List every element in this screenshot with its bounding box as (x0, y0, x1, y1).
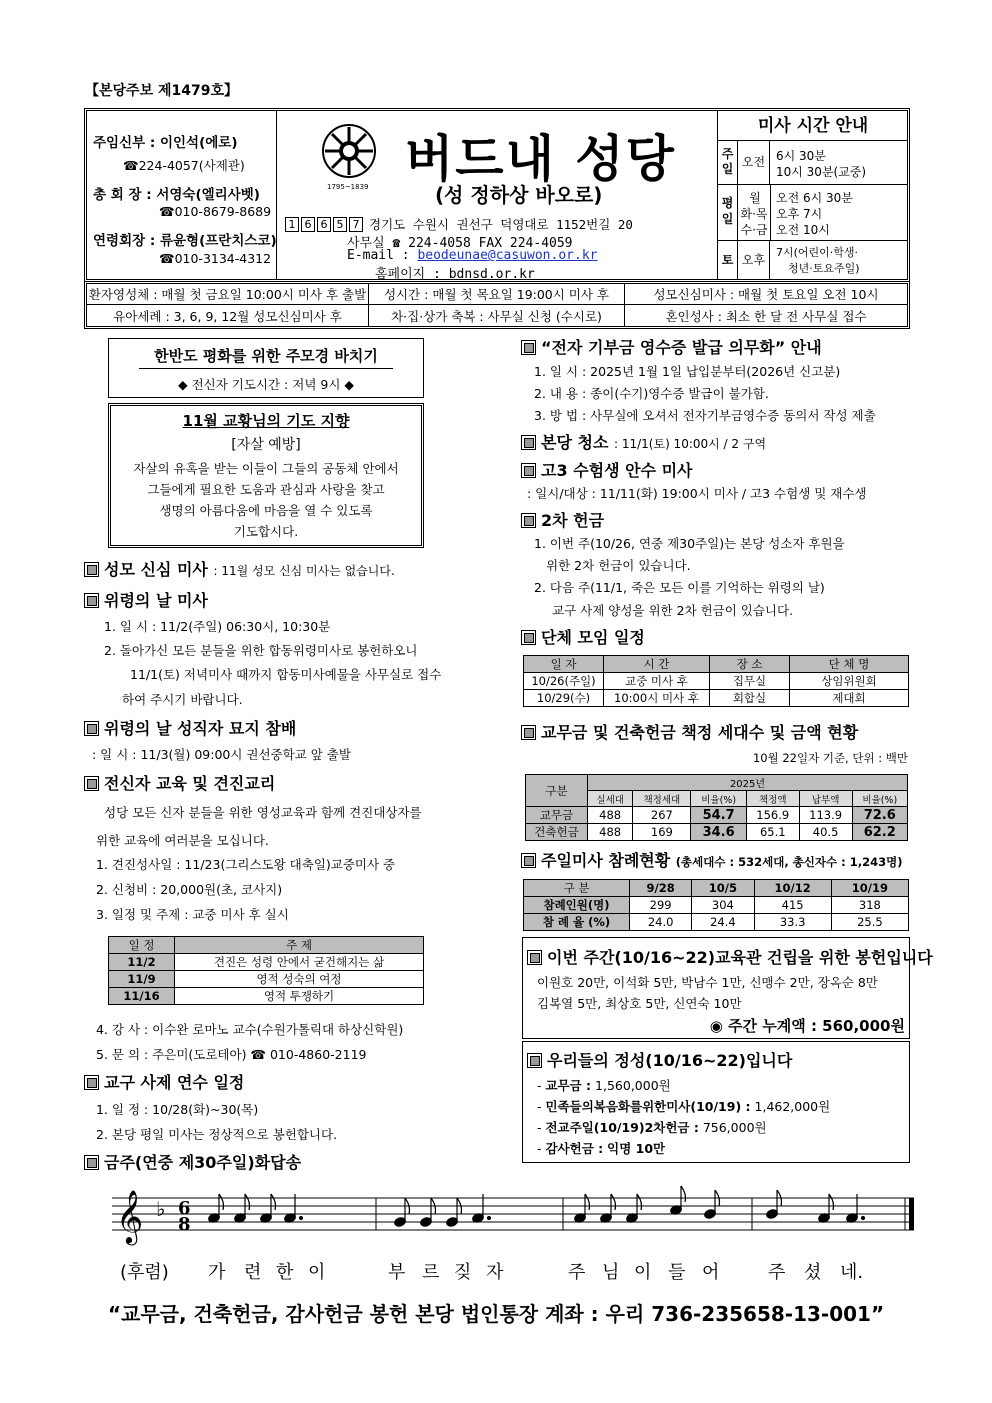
checkbox-icon (84, 1155, 99, 1170)
edu-after-1: 4. 강 사 : 이수완 로마노 교수(수원가톨릭대 하상신학원) (96, 1022, 404, 1037)
lyric: 님 (602, 1262, 620, 1283)
checkbox-icon (527, 950, 542, 965)
peace-title: 한반도 평화를 위한 주모경 바치기 (154, 347, 378, 365)
weekday-time-2: 오후 7시 (776, 207, 823, 221)
flat-icon: ♭ (156, 1197, 166, 1221)
sunday-period: 오전 (738, 141, 770, 184)
attend-cell: 24.0 (630, 914, 692, 931)
lyric: 이 (634, 1262, 652, 1283)
priest-title: 교구 사제 연수 일정 (104, 1073, 245, 1092)
cemetery-title: 위령의 날 성직자 묘지 참배 (104, 719, 297, 738)
groups-cell: 10/26(주일) (524, 673, 604, 690)
president-role: 총 회 장 : (93, 187, 152, 203)
edu-title: 전신자 교육 및 견진교리 (104, 774, 276, 793)
tithe-th: 비율(%) (691, 791, 746, 807)
offer-item-label: 민족들의복음화를위한미사(10/19) : (545, 1099, 751, 1114)
pope-title: 11월 교황님의 기도 지향 (182, 412, 350, 430)
offer-item: - 전교주일(10/19)2차헌금 : 756,000원 (537, 1120, 767, 1135)
attend-title: 주일미사 참례현황 (541, 851, 671, 870)
tithe-cell: 교무금 (526, 807, 588, 824)
edu-cell: 견진은 성령 안에서 굳건해지는 삶 (175, 954, 424, 971)
pope-intention-box (108, 403, 424, 548)
offer-item-value: 1,560,000원 (595, 1078, 671, 1093)
checkbox-icon (521, 463, 536, 478)
table-row (109, 988, 424, 1005)
note-flag (585, 1194, 590, 1210)
pope-line-4: 기도합시다. (233, 524, 299, 539)
tithe-cell: 65.1 (746, 824, 799, 841)
pope-theme: [자살 예방] (231, 437, 301, 453)
table-row (526, 807, 908, 824)
table-row (524, 897, 909, 914)
weekday-time-3: 오전 10시 (776, 223, 830, 237)
attend-th: 9/28 (630, 880, 692, 897)
building-title: 이번 주간(10/16~22)교육관 건립을 위한 봉헌입니다 (547, 948, 933, 967)
tithe-cell: 62.2 (852, 824, 907, 841)
issue-number: 【본당주보 제1479호】 (85, 83, 238, 99)
president-phone: ☎010-8679-8689 (159, 204, 272, 219)
mass-times-panel (717, 111, 907, 279)
groups-th: 일 자 (524, 656, 604, 673)
exam-section (521, 458, 693, 481)
tithe-th: 책정세대 (633, 791, 691, 807)
email-label: E-mail : (347, 248, 410, 263)
edu-th-topic: 주 제 (175, 937, 424, 954)
edu-line-4: 2. 신청비 : 20,000원(초, 코사지) (96, 882, 283, 897)
info-marriage: 혼인성사 : 최소 한 달 전 사무실 접수 (665, 308, 867, 324)
second-line-1: 1. 이번 주(10/26, 연중 제30주일)는 본당 성소자 후원을 (534, 536, 845, 551)
checkbox-icon (521, 340, 536, 355)
souls-line-4: 하여 주시기 바랍니다. (122, 692, 243, 707)
peace-sub: ◆ 전신자 기도시간 : 저녁 9시 ◆ (178, 377, 354, 392)
pope-line-2: 그들에게 필요한 도움과 관심과 사랑을 찾고 (147, 482, 385, 497)
table-row (109, 954, 424, 971)
parish-logo (317, 121, 381, 185)
logo-years: 1795~1839 (327, 183, 369, 191)
note-dot (487, 1216, 490, 1219)
attendance-section (521, 848, 902, 871)
lyric: 이 (308, 1262, 326, 1283)
checkbox-icon (84, 776, 99, 791)
staff-panel (87, 111, 277, 279)
pope-line-3: 생명의 아름다움에 마음을 열 수 있도록 (159, 503, 373, 518)
cleaning-title: 본당 청소 (541, 433, 609, 452)
psalm-section (84, 1150, 301, 1173)
lyric: 셨 (804, 1262, 822, 1283)
info-infant-baptism: 유아세례 : 3, 6, 9, 12월 성모신심미사 후 (87, 305, 369, 326)
lyric: 가 (208, 1262, 226, 1283)
edu-schedule-table (108, 936, 424, 1005)
attend-th: 10/5 (692, 880, 754, 897)
souls-line-2: 2. 돌아가신 모든 분들을 위한 합동위령미사로 봉헌하오니 (104, 643, 418, 658)
pastor-phone: ☎224-4057(사제관) (123, 158, 245, 173)
groups-section (521, 625, 645, 648)
offer-item: - 감사헌금 : 익명 10만 (537, 1141, 666, 1156)
tithe-title: 교무금 및 건축헌금 책정 세대수 및 금액 현황 (541, 723, 859, 742)
table-row (526, 824, 908, 841)
attend-sub: (총세대수 : 532세대, 총신자수 : 1,243명) (675, 855, 903, 869)
attend-cell: 318 (831, 897, 908, 914)
sunday-label: 주일 (718, 141, 738, 184)
time-signature-bottom: 8 (178, 1214, 191, 1235)
offer-item-value: 1,462,000원 (754, 1099, 831, 1114)
tithe-section (521, 720, 858, 743)
donation-section (521, 335, 822, 358)
tithe-cell: 267 (633, 807, 691, 824)
building-total: ◉ 주간 누계액 : 560,000원 (709, 1017, 905, 1035)
edu-cell: 11/16 (109, 988, 175, 1005)
email-link[interactable]: beodeunae@casuwon.or.kr (417, 248, 598, 263)
groups-cell: 회합실 (710, 690, 790, 707)
tithe-cell: 113.9 (799, 807, 852, 824)
table-row (524, 914, 909, 931)
edu-cell: 11/2 (109, 954, 175, 971)
souls-line-1: 1. 일 시 : 11/2(주일) 06:30시, 10:30분 (104, 619, 331, 634)
note-flag (271, 1194, 276, 1210)
second-line-2: 위한 2차 헌금이 있습니다. (546, 558, 691, 573)
offer-item: - 민족들의복음화를위한미사(10/19) : 1,462,000원 (537, 1099, 831, 1114)
saturday-label: 토 (718, 241, 738, 279)
second-line-3: 2. 다음 주(11/1, 죽은 모든 이를 기억하는 위령의 날) (534, 580, 825, 595)
lyric: 주 (568, 1262, 586, 1283)
cemetery-section (84, 716, 296, 739)
postcode-digit: 7 (349, 217, 363, 232)
attend-cell: 참례인원(명) (524, 897, 630, 914)
exam-text: : 일시/대상 : 11/11(화) 19:00시 미사 / 고3 수험생 및 재수생 (527, 486, 867, 501)
souls-title: 위령의 날 미사 (104, 591, 208, 610)
checkbox-icon (521, 435, 536, 450)
tithe-cell: 156.9 (746, 807, 799, 824)
offer-header (527, 1048, 792, 1071)
music-staff (112, 1180, 918, 1250)
parish-name: 버드내 성당 (405, 130, 676, 188)
priest-line-1: 1. 일 정 : 10/28(화)~30(목) (96, 1102, 259, 1117)
note-dot (861, 1216, 864, 1219)
groups-th: 단 체 명 (790, 656, 909, 673)
tithe-th: 실세대 (588, 791, 633, 807)
second-collection-section (521, 508, 604, 531)
lyric: 어 (702, 1262, 720, 1283)
offer-item: - 교무금 : 1,560,000원 (537, 1078, 671, 1093)
funeral-role: 연령회장 : (93, 233, 156, 249)
marian-text: : 11월 성모 신심 미사는 없습니다. (213, 564, 395, 578)
groups-th: 시 간 (604, 656, 710, 673)
lyric: 짖 (454, 1262, 472, 1283)
attend-cell: 24.4 (692, 914, 754, 931)
attend-th: 구 분 (524, 880, 630, 897)
weekday-label: 평일 (718, 185, 738, 240)
attend-th: 10/12 (754, 880, 831, 897)
checkbox-icon (84, 1075, 99, 1090)
edu-line-3: 1. 견진성사일 : 11/23(그리스도왕 대축일)교중미사 중 (96, 857, 396, 872)
edu-cell: 영적 성숙의 여정 (175, 971, 424, 988)
note-flag (829, 1194, 834, 1210)
checkbox-icon (527, 1053, 542, 1068)
attend-cell: 33.3 (754, 914, 831, 931)
groups-cell: 제대회 (790, 690, 909, 707)
sunday-time-1: 6시 30분 (776, 149, 826, 163)
time-signature-top: 6 (178, 1198, 191, 1219)
office-phone: 사무실 ☎ 224-4058 FAX 224-4059 (347, 236, 573, 251)
second-line-4: 교구 사제 양성을 위한 2차 헌금이 있습니다. (552, 603, 794, 618)
building-fund-box (522, 937, 933, 1039)
lyric: 르 (422, 1262, 440, 1283)
postcode-digit: 5 (333, 217, 347, 232)
weekday-day-3: 수·금 (740, 223, 768, 237)
header-box (84, 108, 910, 282)
offer-item-label: 감사헌금 : (545, 1141, 604, 1156)
tithe-cell: 34.6 (691, 824, 746, 841)
attend-cell: 299 (630, 897, 692, 914)
sunday-time-2: 10시 30분(교중) (776, 165, 867, 179)
weekday-day-1: 월 (749, 191, 761, 205)
offer-item-label: 교무금 : (545, 1078, 592, 1093)
building-line-2: 김복열 5만, 최상호 5만, 신연숙 10만 (537, 996, 742, 1011)
offer-title: 우리들의 정성(10/16~22)입니다 (547, 1051, 793, 1070)
checkbox-icon (521, 513, 536, 528)
second-title: 2차 헌금 (541, 511, 605, 530)
pastor-name: 이인석(에로) (159, 135, 238, 151)
cleaning-section (521, 430, 766, 453)
tithe-cell: 169 (633, 824, 691, 841)
edu-after-2: 5. 문 의 : 주은미(도로테아) ☎ 010-4860-2119 (96, 1047, 367, 1062)
president-name: 서영숙(엘리사벳) (156, 187, 260, 203)
saturday-time-1: 7시(어린이·학생· (776, 246, 859, 259)
checkbox-icon (84, 721, 99, 736)
donation-line-1: 1. 일 시 : 2025년 1월 1일 납입분부터(2026년 신고분) (534, 364, 841, 379)
tithe-note: 10월 22일자 기준, 단위 : 백만 (752, 751, 908, 765)
postcode-digit: 6 (301, 217, 315, 232)
checkbox-icon (521, 630, 536, 645)
lyric: 련 (244, 1262, 262, 1283)
edu-line-5: 3. 일정 및 주제 : 교중 미사 후 실시 (96, 907, 289, 922)
attendance-table (523, 879, 909, 931)
souls-line-3: 11/1(토) 저녁미사 때까지 합동미사예물을 사무실로 접수 (130, 667, 442, 682)
tithe-th: 납부액 (799, 791, 852, 807)
lyric-refrain: (후렴) (120, 1262, 169, 1283)
groups-cell: 교중 미사 후 (604, 673, 710, 690)
tithe-cell: 40.5 (799, 824, 852, 841)
homepage[interactable]: 홈페이지 : bdnsd.or.kr (375, 267, 535, 282)
attend-cell: 참 례 율 (%) (524, 914, 630, 931)
offer-item-value: 익명 10만 (607, 1141, 666, 1156)
note-flag (637, 1194, 642, 1210)
treble-clef-icon: 𝄞 (116, 1189, 144, 1243)
attend-cell: 415 (754, 897, 831, 914)
table-row (109, 971, 424, 988)
marian-section (84, 557, 395, 580)
lyric: 한 (276, 1262, 294, 1283)
info-sick-communion: 환자영성체 : 매월 첫 금요일 10:00시 미사 후 출발 (87, 284, 369, 304)
groups-cell: 집무실 (710, 673, 790, 690)
lyrics-line (112, 1258, 912, 1282)
peace-prayer-box (108, 338, 424, 398)
marian-title: 성모 신심 미사 (104, 560, 208, 579)
groups-th: 장 소 (710, 656, 790, 673)
edu-cell: 11/9 (109, 971, 175, 988)
groups-cell: 상임위원회 (790, 673, 909, 690)
edu-line-1: 성당 모든 신자 분들을 위한 영성교육과 함께 견진대상자를 (104, 805, 422, 820)
attend-cell: 304 (692, 897, 754, 914)
note-flag (611, 1194, 616, 1210)
info-holy-hour: 성시간 : 매월 첫 목요일 19:00시 미사 후 (369, 284, 625, 304)
tithe-year: 2025년 (588, 775, 908, 791)
lyric: 주 (768, 1262, 786, 1283)
cemetery-text: : 일 시 : 11/3(월) 09:00시 권선중학교 앞 출발 (92, 747, 351, 762)
table-row (524, 673, 909, 690)
groups-cell: 10:00시 미사 후 (604, 690, 710, 707)
priest-line-2: 2. 본당 평일 미사는 정상적으로 봉헌합니다. (96, 1127, 338, 1142)
tithe-cell: 건축헌금 (526, 824, 588, 841)
parish-patron: (성 정하상 바오로) (435, 183, 603, 207)
priest-section (84, 1070, 244, 1093)
donation-title: “전자 기부금 영수증 발급 의무화” 안내 (541, 338, 822, 357)
edu-line-2: 위한 교육에 여러분을 모십니다. (96, 833, 269, 848)
donation-line-3: 3. 방 법 : 사무실에 오셔서 전자기부금영수증 동의서 작성 제출 (534, 408, 876, 423)
funeral-phone: ☎010-3134-4312 (159, 251, 272, 266)
checkbox-icon (521, 853, 536, 868)
exam-title: 고3 수험생 안수 미사 (541, 461, 693, 480)
tithe-cell: 488 (588, 824, 633, 841)
lyric: 부 (388, 1262, 406, 1283)
weekday-time-1: 오전 6시 30분 (776, 191, 853, 205)
note-flag (219, 1194, 224, 1210)
groups-title: 단체 모임 일정 (541, 628, 645, 647)
cleaning-text: : 11/1(토) 10:00시 / 2 구역 (613, 437, 767, 451)
pastor-role: 주임신부 : (93, 135, 156, 151)
info-blessing: 차·집·상가 축복 : 사무실 신청 (수시로) (369, 305, 625, 326)
info-box (84, 281, 910, 329)
groups-cell: 10/29(수) (524, 690, 604, 707)
lyric: 자 (486, 1262, 504, 1283)
postcode-digit: 1 (285, 217, 299, 232)
building-header (527, 945, 933, 968)
attend-cell: 25.5 (831, 914, 908, 931)
checkbox-icon (84, 562, 99, 577)
groups-table (523, 655, 909, 707)
tithe-th: 비율(%) (852, 791, 907, 807)
pope-line-1: 자살의 유혹을 받는 이들이 그들의 공동체 안에서 (133, 461, 399, 476)
edu-section (84, 771, 275, 794)
email-line (347, 248, 597, 263)
attend-th: 10/19 (831, 880, 908, 897)
note-flag (245, 1194, 250, 1210)
offering-box (522, 1041, 910, 1163)
building-line-1: 이원호 20만, 이석화 5만, 박남수 1만, 신맹수 2만, 장옥순 8만 (537, 975, 878, 990)
table-row (524, 690, 909, 707)
souls-section (84, 588, 208, 611)
address: 경기도 수원시 권선구 덕영대로 1152번길 20 (369, 217, 633, 232)
offer-item-value: 756,000원 (702, 1120, 767, 1135)
saturday-period: 오후 (738, 241, 770, 279)
checkbox-icon (84, 593, 99, 608)
offer-item-label: 전교주일(10/19)2차헌금 : (545, 1120, 699, 1135)
psalm-title: 금주(연중 제30주일)화답송 (104, 1153, 302, 1172)
edu-th-date: 일 정 (109, 937, 175, 954)
weekday-day-2: 화·목 (740, 207, 768, 221)
tithe-th: 책정액 (746, 791, 799, 807)
saturday-time-2: 청년·토요주일) (788, 262, 860, 275)
tithe-col0: 구분 (526, 775, 588, 807)
mass-title: 미사 시간 안내 (718, 111, 908, 141)
bank-account-footer: “교무금, 건축헌금, 감사헌금 봉헌 본당 법인통장 계좌 : 우리 736-235658-13-001” (107, 1302, 885, 1326)
lyric: 들 (668, 1262, 686, 1283)
tithe-cell: 488 (588, 807, 633, 824)
info-marian-mass: 성모신심미사 : 매월 첫 토요일 오전 10시 (653, 287, 879, 302)
postcode-digit: 6 (317, 217, 331, 232)
lyric: 네. (840, 1262, 864, 1283)
address-line (285, 215, 633, 233)
note-flag (681, 1186, 686, 1202)
tithe-cell: 72.6 (852, 807, 907, 824)
parish-panel (277, 111, 717, 282)
tithe-cell: 54.7 (691, 807, 746, 824)
checkbox-icon (521, 725, 536, 740)
funeral-name: 류윤형(프란치스코) (159, 233, 277, 249)
edu-cell: 영적 투쟁하기 (175, 988, 424, 1005)
note-dot (299, 1216, 302, 1219)
tithe-table (525, 774, 908, 841)
donation-line-2: 2. 내 용 : 종이(수기)영수증 발급이 불가함. (534, 386, 769, 401)
